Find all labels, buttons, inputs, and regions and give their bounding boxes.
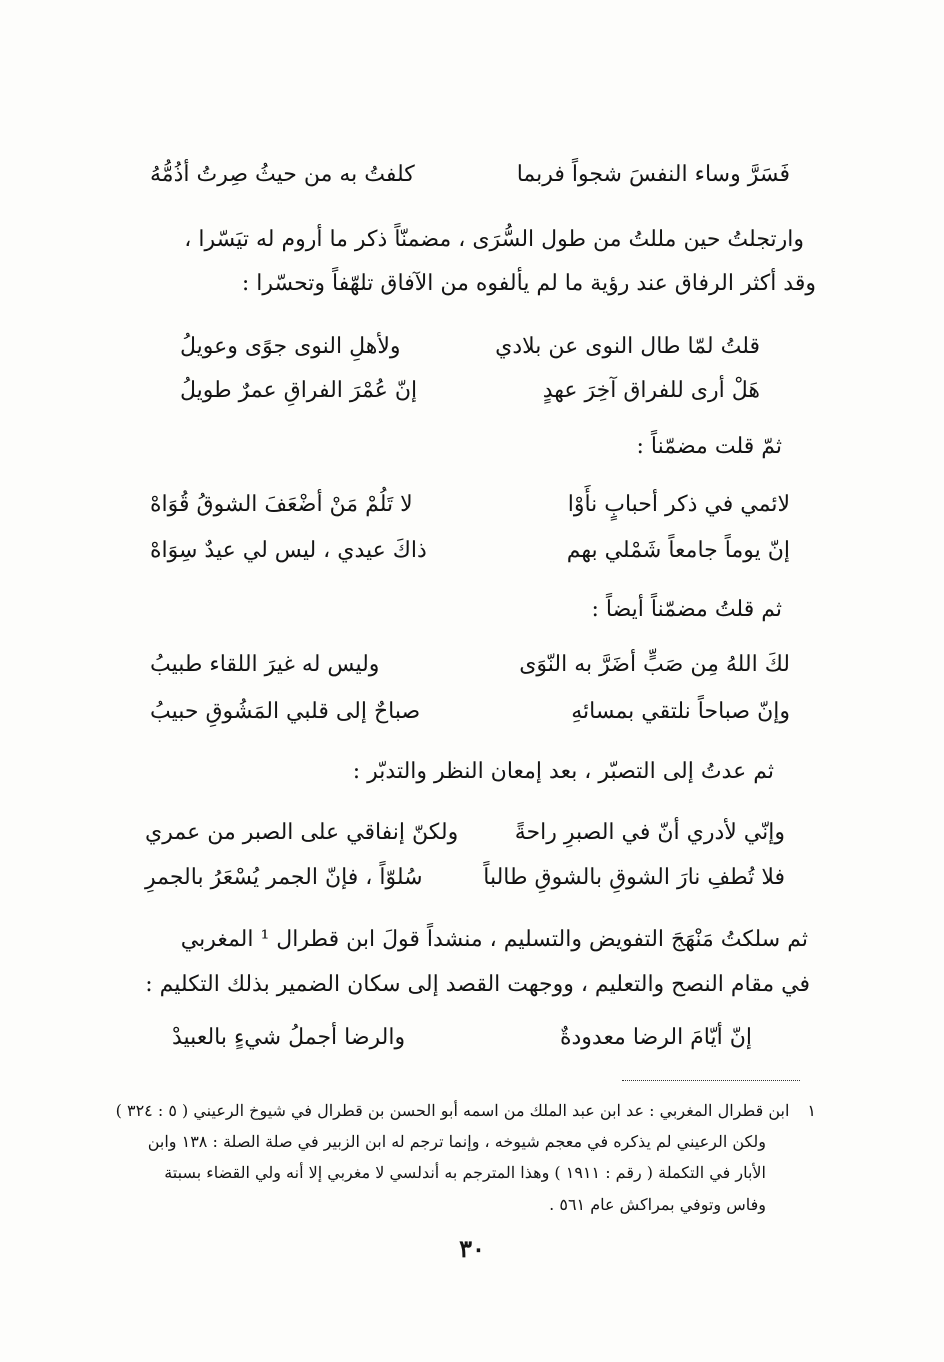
prose-line: ثمّ قلت مضمّناً : bbox=[636, 434, 782, 459]
verse-hemistich-first: فَسَرَّ وساء النفسَ شجواً فربما bbox=[516, 162, 790, 187]
verse-hemistich-second: لا تَلُمْ مَنْ أضْعَفَ الشوقُ قُوَاهْ bbox=[150, 492, 413, 517]
verse-hemistich-first: هَلْ أرى للفراق آخِرَ عهدٍ bbox=[542, 378, 760, 403]
verse bbox=[150, 650, 790, 680]
verse-hemistich-second: ذاكَ عيدي ، ليس لي عيدٌ سِوَاهْ bbox=[150, 538, 427, 563]
footnote-text: ابن قطرال المغربي : عد ابن عبد الملك من اسمه أبو الحسن بن قطرال في شيوخ الرعيني ( ٥ : ٣٢٤ ) bbox=[115, 1101, 790, 1120]
prose-line: وقد أكثر الرفاق عند رؤية ما لم يألفوه من الآفاق تلهّفاً وتحسّرا : bbox=[241, 271, 816, 296]
verse bbox=[180, 376, 760, 406]
verse-hemistich-first: وإنّي لأدري أنّ في الصبرِ راحةً bbox=[514, 820, 785, 845]
verse-hemistich-second: وليس له غيرَ اللقاء طبيبُ bbox=[150, 652, 380, 677]
verse-hemistich-second: كلفتُ به من حيثُ صِرتُ أذُمُّهُ bbox=[150, 162, 415, 187]
verse-hemistich-second: إنّ عُمْرَ الفراقِ عمرٌ طويلُ bbox=[180, 378, 418, 403]
verse-hemistich-second: والرضا أجملُ شيءٍ بالعبيدْ bbox=[172, 1025, 406, 1050]
verse-hemistich-second: صباحٌ إلى قلبي المَشُوقِ حبيبُ bbox=[150, 699, 421, 724]
verse bbox=[145, 818, 785, 848]
verse-hemistich-first: إنّ يوماً جامعاً شَمْلي بهم bbox=[566, 538, 790, 563]
verse bbox=[150, 490, 790, 520]
verse-hemistich-first: فلا تُطفِ نارَ الشوقِ بالشوقِ طالباً bbox=[483, 865, 785, 890]
verse bbox=[150, 536, 790, 566]
verse-hemistich-second: ولأهلِ النوى جوًى وعويلُ bbox=[180, 334, 401, 359]
verse-hemistich-first: لائمي في ذكر أحبابٍ نأَوْا bbox=[567, 492, 790, 517]
verse-opening bbox=[150, 160, 790, 190]
footnote-line: ولكن الرعيني لم يذكره في معجم شيوخه ، وإنما ترجم له ابن الزبير في صلة الصلة : ١٣٨ وابن bbox=[147, 1132, 766, 1151]
prose-line: ثم قلتُ مضمّناً أيضاً : bbox=[591, 597, 782, 622]
verse-hemistich-first: إنّ أيّامَ الرضا معدودةٌ bbox=[559, 1025, 752, 1050]
verse bbox=[180, 332, 760, 362]
verse bbox=[145, 863, 785, 893]
verse-hemistich-first: لكَ اللهُ مِن صَبٍّ أضَرَّ به النّوَى bbox=[519, 652, 790, 677]
page-number: ٣٠ bbox=[459, 1234, 485, 1263]
footnote-line bbox=[116, 1096, 816, 1125]
prose-line: ثم عدتُ إلى التصبّر ، بعد إمعان النظر والتدبّر : bbox=[352, 759, 774, 784]
verse-hemistich-second: ولكنّ إنفاقي على الصبر من عمري bbox=[145, 820, 459, 845]
verse-hemistich-first: وإنّ صباحاً نلتقي بمسائهِ bbox=[571, 699, 790, 724]
footnote-line: وفاس وتوفي بمراكش عام ٥٦١ . bbox=[549, 1195, 766, 1214]
verse-hemistich-second: سُلوّاً ، فإنّ الجمر يُسْعَرُ بالجمرِ bbox=[145, 865, 423, 890]
verse bbox=[150, 697, 790, 727]
footnote-number: ١ bbox=[807, 1101, 816, 1120]
prose-line: ثم سلكتُ مَنْهَجَ التفويض والتسليم ، منشداً قولَ ابن قطرال ¹ المغربي bbox=[180, 927, 808, 952]
verse-closing bbox=[172, 1023, 752, 1053]
prose-line: وارتجلتُ حين مللتُ من طول السُّرَى ، مضمنّاً ذكر ما أروم له تيَسّرا ، bbox=[184, 227, 804, 252]
footnote-line: الأبار في التكملة ( رقم : ١٩١١ ) وهذا المترجم به أندلسي لا مغربي إلا أنه ولي القضاء بسبتة bbox=[164, 1163, 766, 1182]
prose-line: في مقام النصح والتعليم ، ووجهت القصد إلى سكان الضمير بذلك التكليم : bbox=[145, 972, 810, 997]
verse-hemistich-first: قلتُ لمّا طال النوى عن بلادي bbox=[495, 334, 760, 359]
footnote-separator bbox=[622, 1080, 800, 1081]
